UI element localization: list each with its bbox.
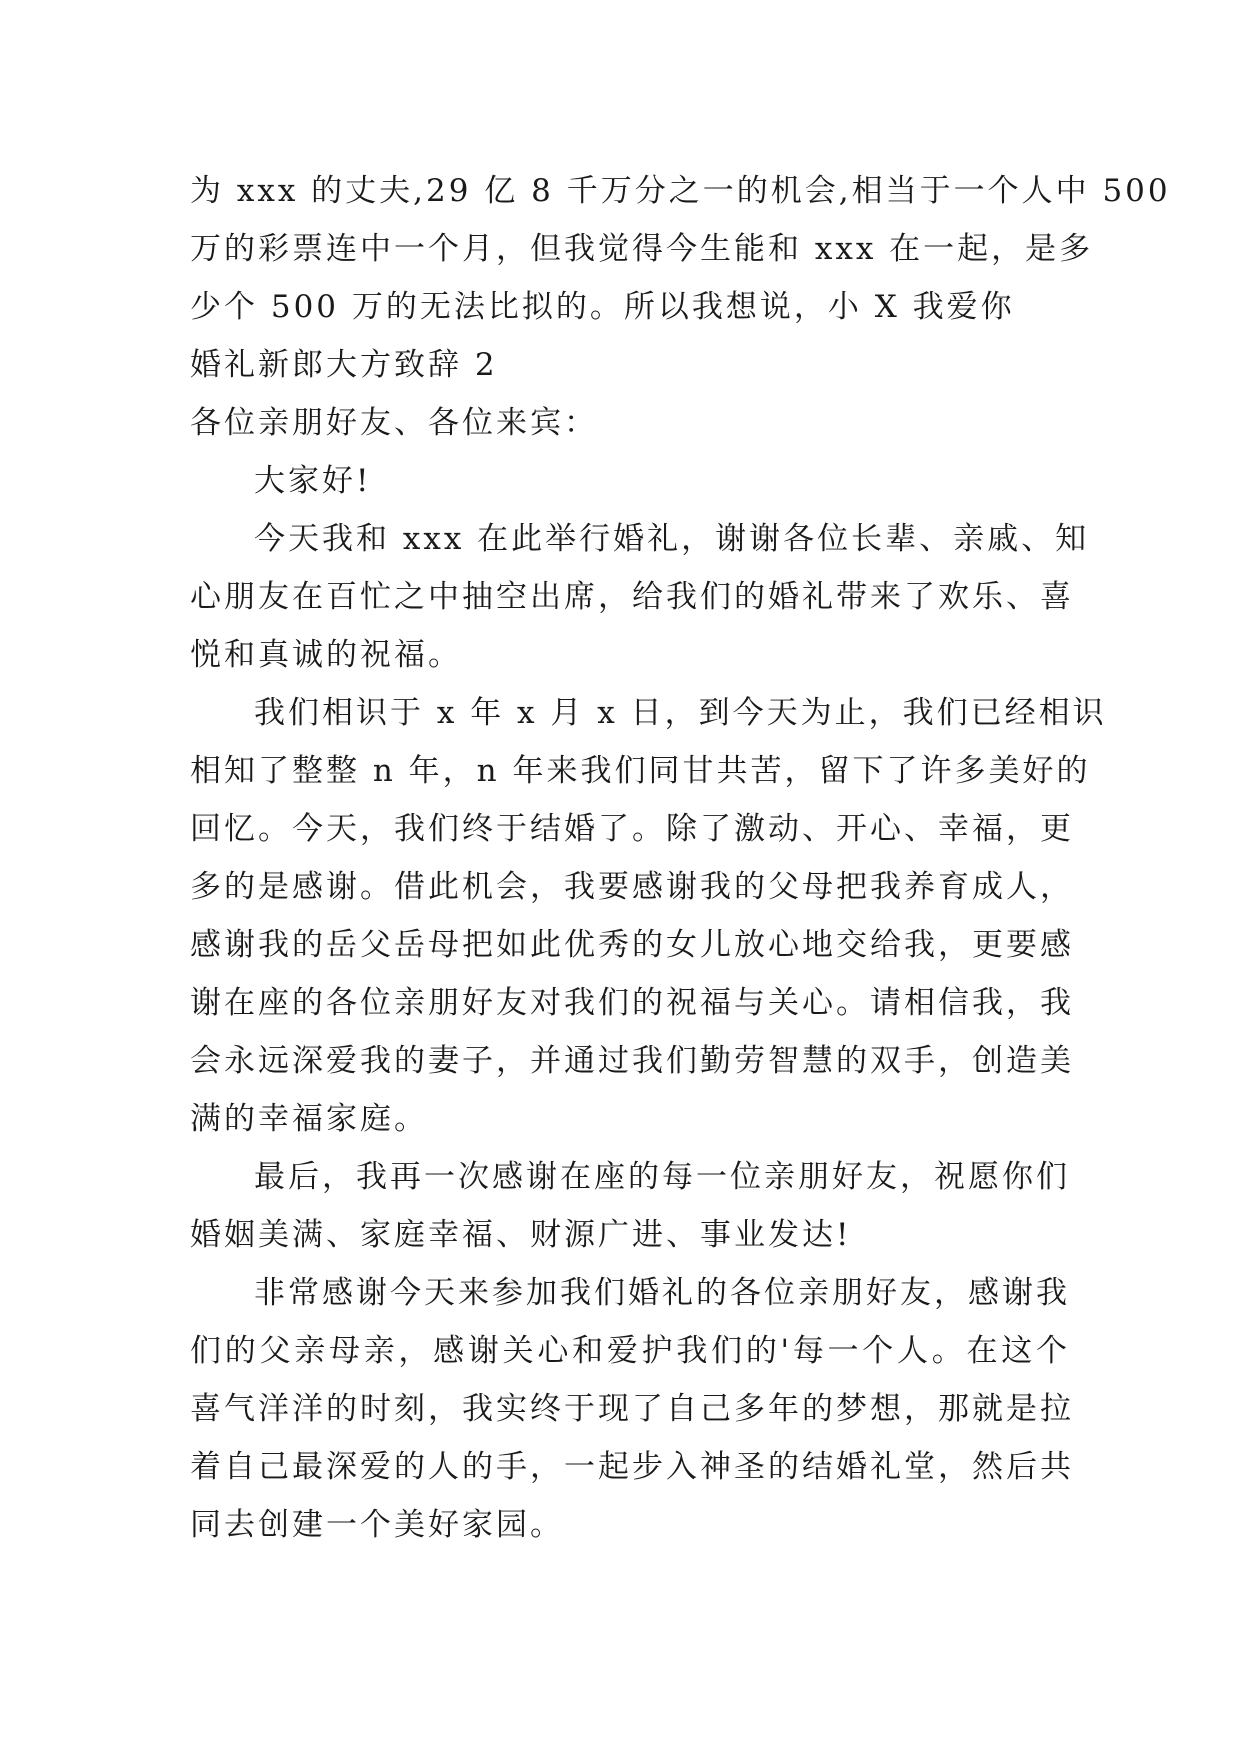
greeting: 大家好!: [254, 463, 372, 499]
text-line: 万的彩票连中一个月，但我觉得今生能和 xxx 在一起，是多: [190, 231, 1094, 267]
text-line: 们的父亲母亲，感谢关心和爱护我们的'每一个人。在这个: [190, 1333, 1070, 1369]
paragraph-start-line: 今天我和 xxx 在此举行婚礼，谢谢各位长辈、亲戚、知: [254, 521, 1090, 557]
paragraph-start-line: 非常感谢今天来参加我们婚礼的各位亲朋好友，感谢我: [254, 1275, 1070, 1311]
text-line: 喜气洋洋的时刻，我实终于现了自己多年的梦想，那就是拉: [190, 1391, 1074, 1427]
text-line: 谢在座的各位亲朋好友对我们的祝福与关心。请相信我，我: [190, 985, 1074, 1021]
text-line: 相知了整整 n 年，n 年来我们同甘共苦，留下了许多美好的: [190, 753, 1091, 789]
text-line: 会永远深爱我的妻子，并通过我们勤劳智慧的双手，创造美: [190, 1043, 1074, 1079]
section-heading: 婚礼新郎大方致辞 2: [190, 347, 498, 383]
text-line: 为 xxx 的丈夫,29 亿 8 千万分之一的机会,相当于一个人中 500: [190, 173, 1171, 209]
text-line: 悦和真诚的祝福。: [190, 637, 462, 673]
text-line: 少个 500 万的无法比拟的。所以我想说，小 X 我爱你: [190, 289, 1015, 325]
paragraph-start-line: 我们相识于 x 年 x 月 x 日，到今天为止，我们已经相识: [254, 695, 1107, 731]
text-line: 心朋友在百忙之中抽空出席，给我们的婚礼带来了欢乐、喜: [190, 579, 1074, 615]
text-line: 感谢我的岳父岳母把如此优秀的女儿放心地交给我，更要感: [190, 927, 1074, 963]
text-line: 着自己最深爱的人的手，一起步入神圣的结婚礼堂，然后共: [190, 1449, 1074, 1485]
paragraph-start-line: 最后，我再一次感谢在座的每一位亲朋好友，祝愿你们: [254, 1159, 1070, 1195]
text-line: 同去创建一个美好家园。: [190, 1507, 564, 1543]
text-line: 回忆。今天，我们终于结婚了。除了激动、开心、幸福，更: [190, 811, 1074, 847]
text-line: 满的幸福家庭。: [190, 1101, 428, 1137]
salutation: 各位亲朋好友、各位来宾：: [190, 405, 598, 441]
text-line: 婚姻美满、家庭幸福、财源广进、事业发达!: [190, 1217, 852, 1253]
document-body: [190, 162, 1171, 1554]
text-line: 多的是感谢。借此机会，我要感谢我的父母把我养育成人，: [190, 869, 1074, 905]
